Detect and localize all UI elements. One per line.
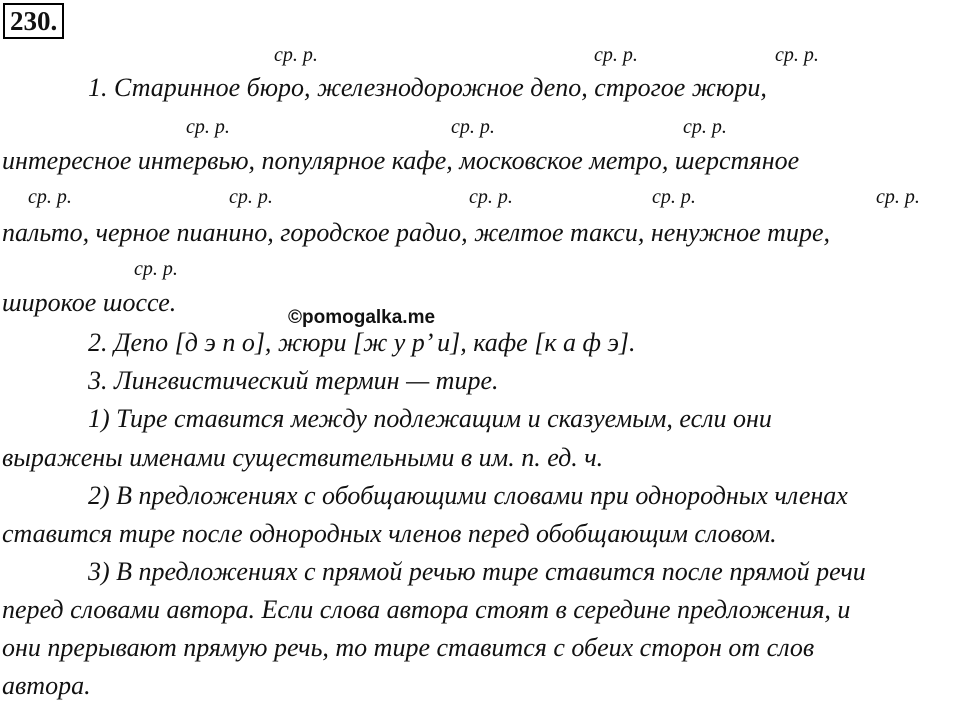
gender-annotation: ср. р.: [134, 258, 178, 280]
text-line: ставится тире после однородных членов перед обобщающим словом.: [2, 519, 777, 548]
text-line: 1) Тире ставится между подлежащим и сказуемым, если они: [88, 404, 772, 433]
text-line: перед словами автора. Если слова автора стоят в середине предложения, и: [2, 595, 851, 624]
gender-annotation: ср. р.: [451, 116, 495, 138]
watermark: ©pomogalka.me: [288, 307, 436, 328]
gender-annotation: ср. р.: [775, 44, 819, 66]
gender-annotation: ср. р.: [28, 186, 72, 208]
exercise-number: 230.: [3, 3, 64, 39]
text-line: пальто, черное пианино, городское радио, желтое такси, ненужное тире,: [2, 218, 831, 247]
gender-annotation: ср. р.: [274, 44, 318, 66]
text-line: 2. Депо [д э п о], жюри [ж у р’ и], кафе [к а ф э].: [88, 328, 636, 357]
text-line: широкое шоссе.: [2, 288, 177, 317]
gender-annotation: ср. р.: [594, 44, 638, 66]
text-line: 1. Старинное бюро, железнодорожное депо, строгое жюри,: [88, 73, 767, 102]
text-line: интересное интервью, популярное кафе, московское метро, шерстяное: [2, 146, 800, 175]
gender-annotation: ср. р.: [229, 186, 273, 208]
text-line: выражены именами существительными в им. п. ед. ч.: [2, 443, 604, 472]
gender-annotation: ср. р.: [652, 186, 696, 208]
gender-annotation: ср. р.: [683, 116, 727, 138]
text-line: автора.: [2, 671, 91, 700]
text-line: они прерывают прямую речь, то тире ставится с обеих сторон от слов: [2, 633, 815, 662]
text-line: 3. Лингвистический термин — тире.: [88, 366, 499, 395]
text-line: 3) В предложениях с прямой речью тире ставится после прямой речи: [88, 557, 866, 586]
gender-annotation: ср. р.: [469, 186, 513, 208]
text-line: 2) В предложениях с обобщающими словами при однородных членах: [88, 481, 848, 510]
gender-annotation: ср. р.: [876, 186, 920, 208]
gender-annotation: ср. р.: [186, 116, 230, 138]
